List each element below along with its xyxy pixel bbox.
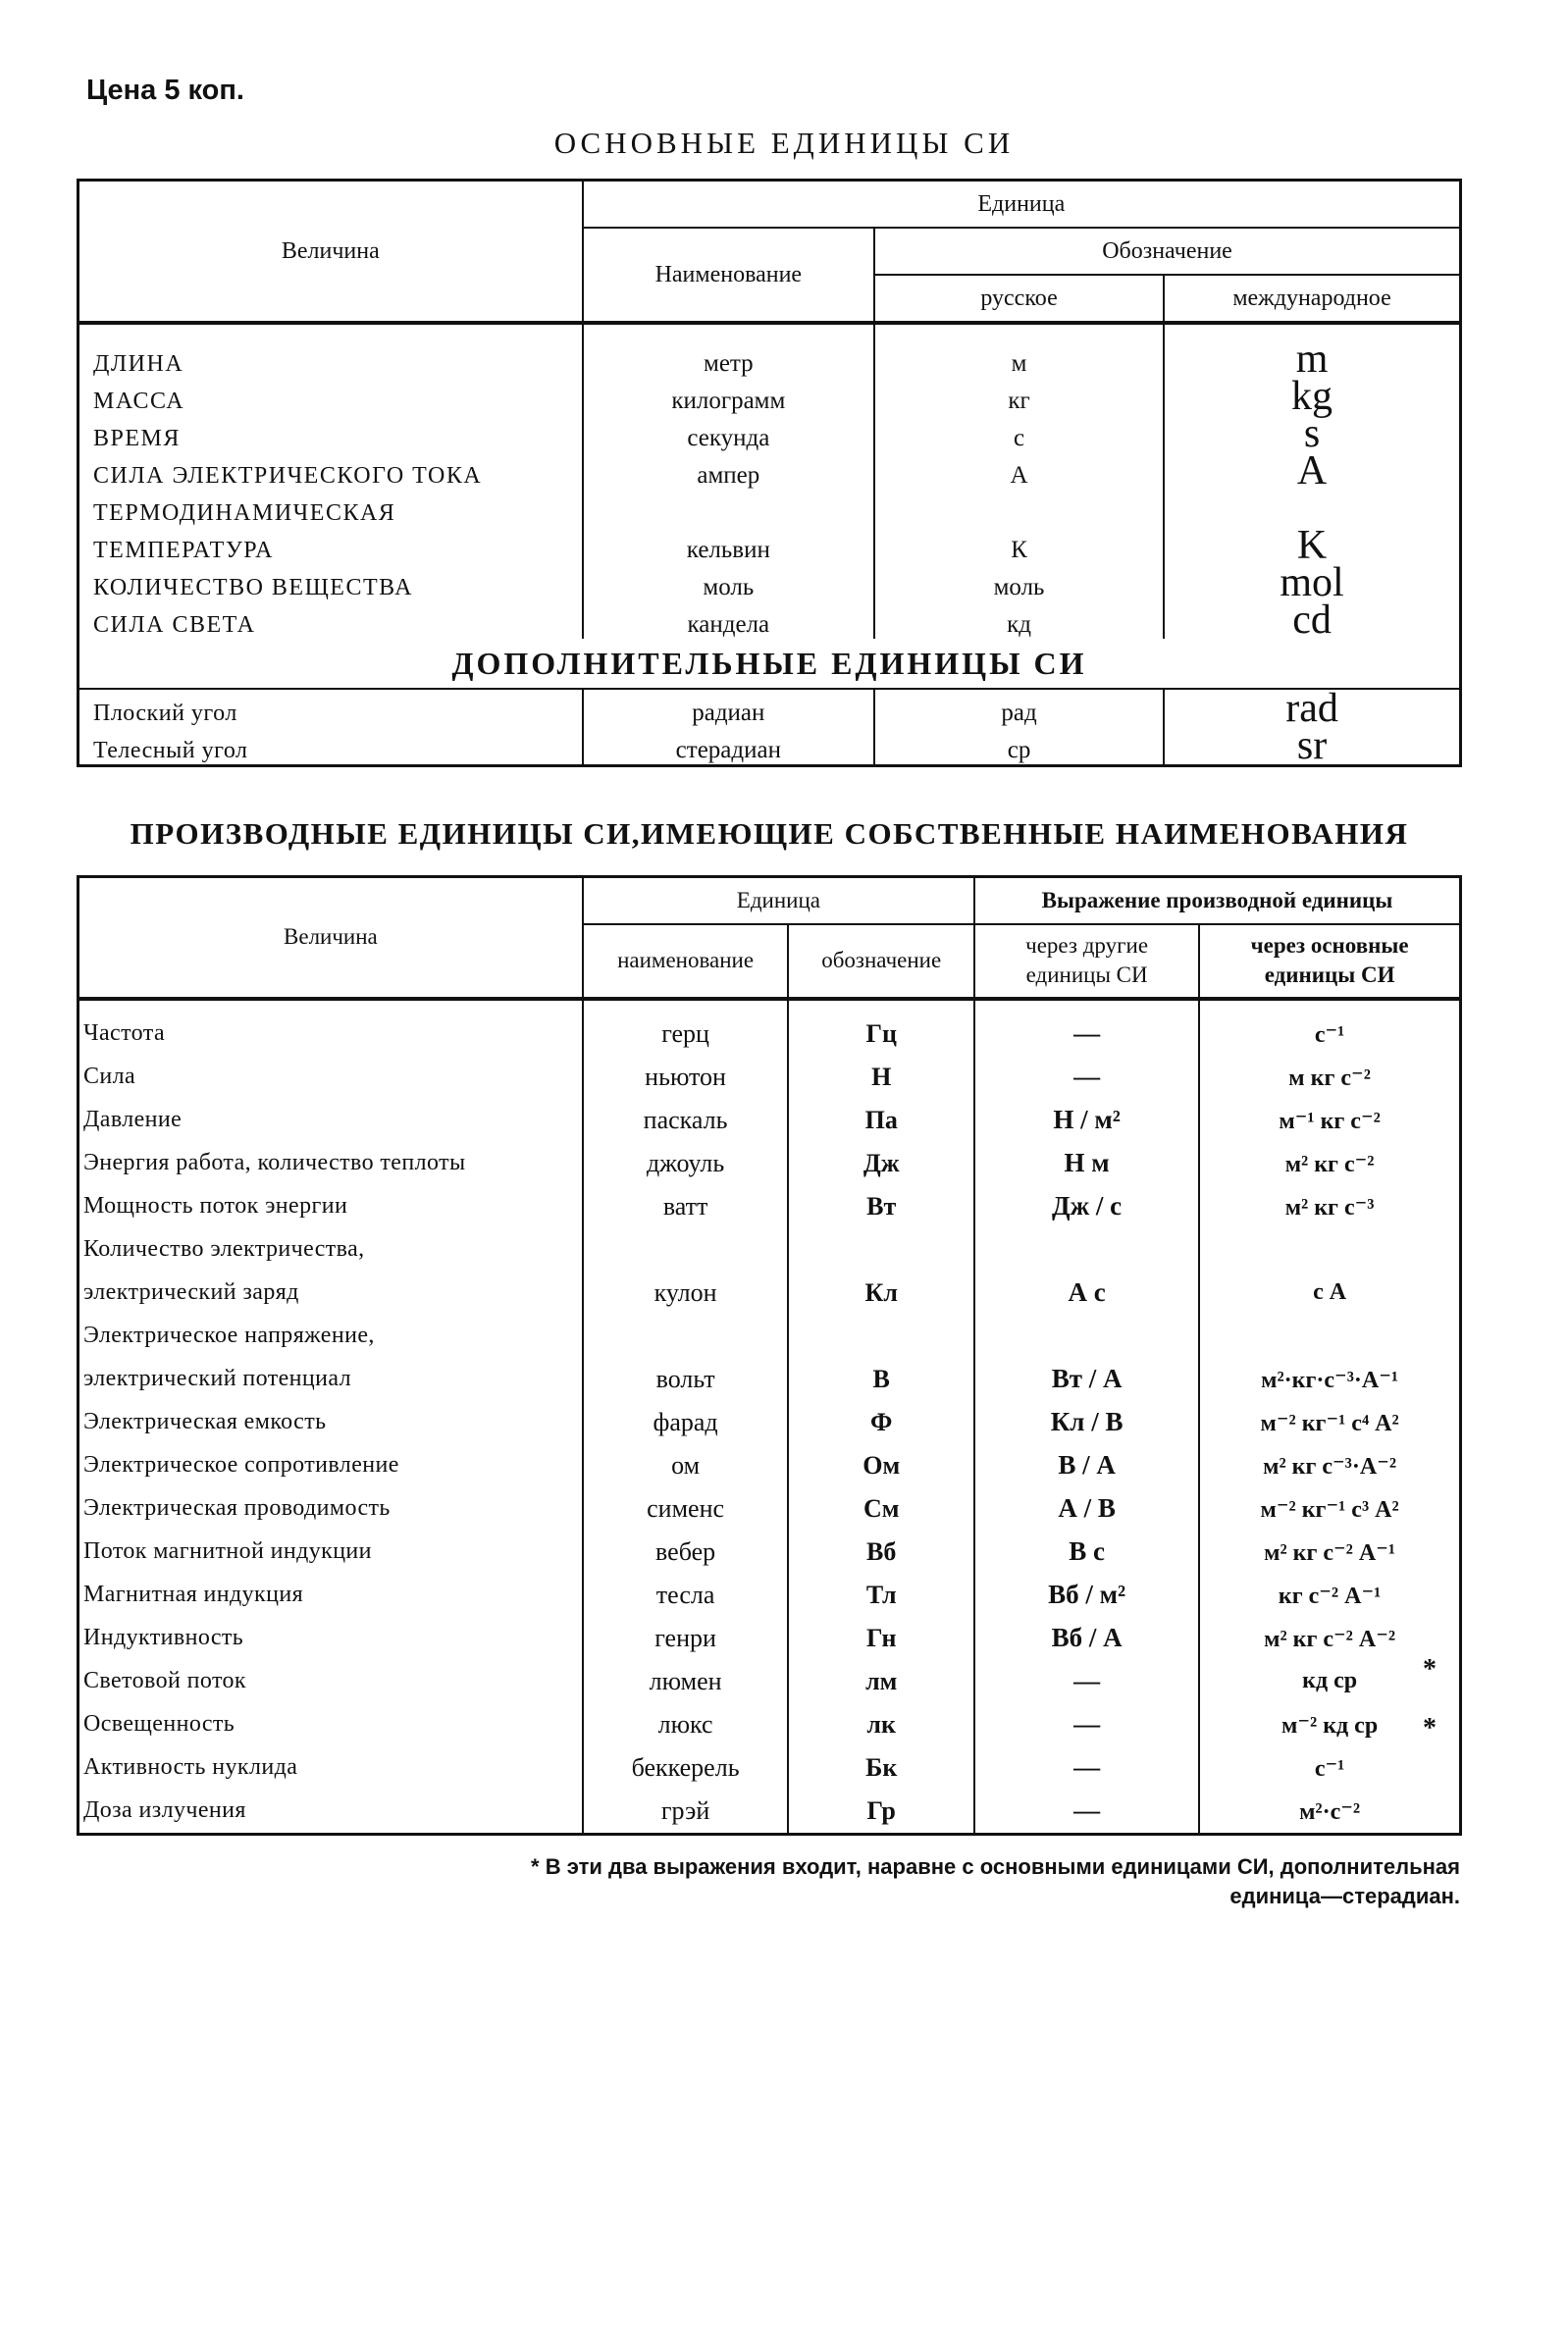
expression-base-cell: с⁻¹ — [1199, 1746, 1460, 1790]
unit-symbol-cell: Ом — [788, 1444, 974, 1487]
international-symbol-cell — [1164, 490, 1460, 527]
unit-name-cell — [583, 1315, 789, 1358]
international-symbol-cell: A — [1164, 452, 1460, 490]
table-row — [78, 999, 1461, 1056]
quantity-cell: Электрическая проводимость — [78, 1487, 583, 1531]
footnote-line-2: единица—стерадиан. — [1229, 1884, 1460, 1908]
expression-other-cell: Н м — [974, 1142, 1199, 1185]
quantity-cell: Доза излучения — [78, 1790, 583, 1835]
quantity-cell: Освещенность — [78, 1703, 583, 1746]
expression-base-cell: м² кг с⁻² А⁻¹ — [1199, 1531, 1460, 1574]
expression-base-cell: м⁻² кг⁻¹ с³ А² — [1199, 1487, 1460, 1531]
footnote — [531, 1852, 1460, 1911]
expression-other-cell: А / В — [974, 1487, 1199, 1531]
unit-name-cell: грэй — [583, 1790, 789, 1835]
table-row — [78, 689, 1461, 727]
unit-symbol-cell: Тл — [788, 1574, 974, 1617]
unit-symbol-cell: Гн — [788, 1617, 974, 1660]
expression-base-cell: кд ср — [1199, 1660, 1460, 1703]
expression-base-cell: м² кг с⁻³ — [1199, 1185, 1460, 1228]
unit-name-cell — [583, 1228, 789, 1272]
international-symbol-cell: kg — [1164, 378, 1460, 415]
unit-symbol-cell: Дж — [788, 1142, 974, 1185]
russian-symbol-cell: моль — [874, 564, 1164, 601]
table-row — [78, 378, 1461, 415]
quantity-cell: СИЛА СВЕТА — [78, 601, 583, 639]
expression-base-cell: м²·кг·с⁻³·А⁻¹ — [1199, 1358, 1460, 1401]
expression-other-cell: Вб / м² — [974, 1574, 1199, 1617]
footnote-star: * — [1423, 1654, 1437, 1685]
unit-symbol-cell — [788, 1228, 974, 1272]
international-symbol-cell: cd — [1164, 601, 1460, 639]
table-row — [78, 1401, 1461, 1444]
expression-other-cell: Кл / В — [974, 1401, 1199, 1444]
unit-name-cell: тесла — [583, 1574, 789, 1617]
table-row — [78, 1099, 1461, 1142]
expression-base-cell: с⁻¹ — [1199, 999, 1460, 1056]
quantity-cell: ВРЕМЯ — [78, 415, 583, 452]
russian-symbol-cell: с — [874, 415, 1164, 452]
unit-name-cell: люкс — [583, 1703, 789, 1746]
international-symbol-cell: m — [1164, 323, 1460, 378]
expression-other-cell: — — [974, 1056, 1199, 1099]
quantity-cell: Телесный угол — [78, 727, 583, 766]
expression-other-cell: — — [974, 1790, 1199, 1835]
table-row — [78, 490, 1461, 527]
unit-symbol-cell: Гр — [788, 1790, 974, 1835]
unit-symbol-cell — [788, 1315, 974, 1358]
expression-other-cell: Дж / с — [974, 1185, 1199, 1228]
unit-name-cell: паскаль — [583, 1099, 789, 1142]
table-row — [78, 1142, 1461, 1185]
header-quantity: Величина — [78, 181, 583, 324]
unit-name-cell: кельвин — [583, 527, 874, 564]
unit-symbol-cell: См — [788, 1487, 974, 1531]
unit-name-cell: секунда — [583, 415, 874, 452]
quantity-cell: Количество электричества, — [78, 1228, 583, 1272]
quantity-cell: ТЕРМОДИНАМИЧЕСКАЯ — [78, 490, 583, 527]
table-row — [78, 1790, 1461, 1835]
table-row — [78, 727, 1461, 766]
expression-other-cell: — — [974, 999, 1199, 1056]
russian-symbol-cell: рад — [874, 689, 1164, 727]
quantity-cell: Мощность поток энергии — [78, 1185, 583, 1228]
quantity-cell: Электрическая емкость — [78, 1401, 583, 1444]
unit-name-cell: сименс — [583, 1487, 789, 1531]
header-via-base: через основные единицы СИ — [1199, 924, 1460, 999]
unit-name-cell: стерадиан — [583, 727, 874, 766]
table-row — [78, 527, 1461, 564]
base-units-title: ОСНОВНЫЕ ЕДИНИЦЫ СИ — [553, 126, 1015, 160]
footnote-line-1: * В эти два выражения входит, наравне с основными единицами СИ, дополнительная — [531, 1854, 1460, 1879]
quantity-cell: Магнитная индукция — [78, 1574, 583, 1617]
derived-units-table — [77, 875, 1462, 1836]
expression-other-cell — [974, 1228, 1199, 1272]
expression-other-cell: Вб / А — [974, 1617, 1199, 1660]
footnote-star: * — [1423, 1713, 1437, 1743]
quantity-cell: Световой поток — [78, 1660, 583, 1703]
quantity-cell: Поток магнитной индукции — [78, 1531, 583, 1574]
unit-name-cell — [583, 490, 874, 527]
expression-base-cell: м² кг с⁻² — [1199, 1142, 1460, 1185]
russian-symbol-cell: кг — [874, 378, 1164, 415]
header-via-other: через другие единицы СИ — [974, 924, 1199, 999]
table-row — [78, 1703, 1461, 1746]
unit-name-cell: ватт — [583, 1185, 789, 1228]
table-row — [78, 415, 1461, 452]
header-name: наименование — [583, 924, 789, 999]
quantity-cell: электрический потенциал — [78, 1358, 583, 1401]
header-unit: Единица — [583, 877, 974, 924]
table-row — [78, 1531, 1461, 1574]
header-designation: обозначение — [788, 924, 974, 999]
header-expression: Выражение производной единицы — [974, 877, 1460, 924]
expression-other-cell: Вт / А — [974, 1358, 1199, 1401]
header-international: международное — [1164, 275, 1460, 323]
expression-base-cell: м² кг с⁻² А⁻² — [1199, 1617, 1460, 1660]
international-symbol-cell: K — [1164, 527, 1460, 564]
unit-symbol-cell: В — [788, 1358, 974, 1401]
table-row — [78, 1487, 1461, 1531]
unit-name-cell: вольт — [583, 1358, 789, 1401]
table-row — [78, 1617, 1461, 1660]
table-row — [78, 1358, 1461, 1401]
table-row — [78, 452, 1461, 490]
quantity-cell: Индуктивность — [78, 1617, 583, 1660]
unit-name-cell: килограмм — [583, 378, 874, 415]
unit-name-cell: метр — [583, 323, 874, 378]
expression-base-cell — [1199, 1315, 1460, 1358]
table-row — [78, 1228, 1461, 1272]
table-row — [78, 323, 1461, 378]
russian-symbol-cell — [874, 490, 1164, 527]
expression-other-cell: А с — [974, 1272, 1199, 1315]
header-designation: Обозначение — [874, 228, 1460, 275]
table-row — [78, 1315, 1461, 1358]
supplementary-units-title: ДОПОЛНИТЕЛЬНЫЕ ЕДИНИЦЫ СИ — [78, 639, 1461, 689]
expression-base-cell — [1199, 1228, 1460, 1272]
base-units-table — [77, 179, 1462, 767]
table-row — [78, 564, 1461, 601]
quantity-cell: Энергия работа, количество теплоты — [78, 1142, 583, 1185]
unit-name-cell: генри — [583, 1617, 789, 1660]
unit-symbol-cell: лк — [788, 1703, 974, 1746]
expression-base-cell: м⁻² кд ср — [1199, 1703, 1460, 1746]
unit-symbol-cell: Н — [788, 1056, 974, 1099]
table-row — [78, 1444, 1461, 1487]
russian-symbol-cell: ср — [874, 727, 1164, 766]
unit-symbol-cell: Бк — [788, 1746, 974, 1790]
international-symbol-cell: s — [1164, 415, 1460, 452]
quantity-cell: Сила — [78, 1056, 583, 1099]
unit-symbol-cell: лм — [788, 1660, 974, 1703]
quantity-cell: Плоский угол — [78, 689, 583, 727]
expression-base-cell: м⁻¹ кг с⁻² — [1199, 1099, 1460, 1142]
table-row — [78, 1660, 1461, 1703]
expression-base-cell: м² кг с⁻³·А⁻² — [1199, 1444, 1460, 1487]
unit-name-cell: моль — [583, 564, 874, 601]
unit-name-cell: кандела — [583, 601, 874, 639]
quantity-cell: ТЕМПЕРАТУРА — [78, 527, 583, 564]
table-row — [78, 1746, 1461, 1790]
expression-base-cell: м²·с⁻² — [1199, 1790, 1460, 1835]
unit-name-cell: ампер — [583, 452, 874, 490]
quantity-cell: КОЛИЧЕСТВО ВЕЩЕСТВА — [78, 564, 583, 601]
table-row — [78, 1574, 1461, 1617]
expression-base-cell: с А — [1199, 1272, 1460, 1315]
unit-name-cell: радиан — [583, 689, 874, 727]
unit-symbol-cell: Кл — [788, 1272, 974, 1315]
header-quantity: Величина — [78, 877, 583, 999]
header-unit: Единица — [583, 181, 1461, 229]
expression-other-cell: — — [974, 1660, 1199, 1703]
supplementary-title-row — [78, 639, 1461, 689]
quantity-cell: ДЛИНА — [78, 323, 583, 378]
expression-other-cell: Н / м² — [974, 1099, 1199, 1142]
unit-name-cell: вебер — [583, 1531, 789, 1574]
quantity-cell: МАССА — [78, 378, 583, 415]
unit-name-cell: беккерель — [583, 1746, 789, 1790]
russian-symbol-cell: А — [874, 452, 1164, 490]
unit-symbol-cell: Ф — [788, 1401, 974, 1444]
unit-symbol-cell: Па — [788, 1099, 974, 1142]
unit-symbol-cell: Вб — [788, 1531, 974, 1574]
header-russian: русское — [874, 275, 1164, 323]
international-symbol-cell: sr — [1164, 727, 1460, 766]
expression-other-cell — [974, 1315, 1199, 1358]
international-symbol-cell: rad — [1164, 689, 1460, 727]
price-label: Цена 5 коп. — [86, 75, 244, 106]
quantity-cell: электрический заряд — [78, 1272, 583, 1315]
russian-symbol-cell: К — [874, 527, 1164, 564]
expression-base-cell: кг с⁻² А⁻¹ — [1199, 1574, 1460, 1617]
russian-symbol-cell: кд — [874, 601, 1164, 639]
unit-name-cell: герц — [583, 999, 789, 1056]
quantity-cell: Активность нуклида — [78, 1746, 583, 1790]
table-row — [78, 1272, 1461, 1315]
unit-symbol-cell: Гц — [788, 999, 974, 1056]
table-row — [78, 1185, 1461, 1228]
unit-name-cell: фарад — [583, 1401, 789, 1444]
quantity-cell: СИЛА ЭЛЕКТРИЧЕСКОГО ТОКА — [78, 452, 583, 490]
header-name: Наименование — [583, 228, 874, 323]
unit-name-cell: люмен — [583, 1660, 789, 1703]
unit-symbol-cell: Вт — [788, 1185, 974, 1228]
quantity-cell: Частота — [78, 999, 583, 1056]
expression-base-cell: м кг с⁻² — [1199, 1056, 1460, 1099]
unit-name-cell: кулон — [583, 1272, 789, 1315]
quantity-cell: Электрическое сопротивление — [78, 1444, 583, 1487]
unit-name-cell: ом — [583, 1444, 789, 1487]
expression-other-cell: — — [974, 1746, 1199, 1790]
expression-other-cell: В с — [974, 1531, 1199, 1574]
expression-other-cell: — — [974, 1703, 1199, 1746]
table-row — [78, 1056, 1461, 1099]
quantity-cell: Электрическое напряжение, — [78, 1315, 583, 1358]
russian-symbol-cell: м — [874, 323, 1164, 378]
expression-base-cell: м⁻² кг⁻¹ с⁴ А² — [1199, 1401, 1460, 1444]
table-row — [78, 601, 1461, 639]
expression-other-cell: В / А — [974, 1444, 1199, 1487]
quantity-cell: Давление — [78, 1099, 583, 1142]
unit-name-cell: ньютон — [583, 1056, 789, 1099]
unit-name-cell: джоуль — [583, 1142, 789, 1185]
derived-units-title: ПРОИЗВОДНЫЕ ЕДИНИЦЫ СИ,ИМЕЮЩИЕ СОБСТВЕННЫЕ НАИМЕНОВАНИЯ — [130, 816, 1409, 851]
international-symbol-cell: mol — [1164, 564, 1460, 601]
